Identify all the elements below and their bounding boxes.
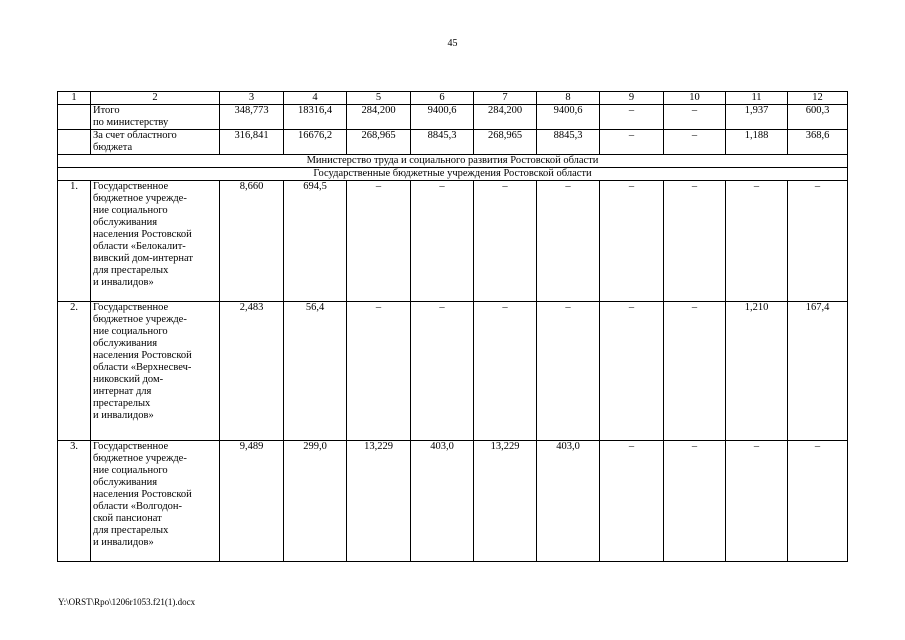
row-index <box>58 130 91 155</box>
row-name-line: области «Верхнесвеч- <box>93 362 192 373</box>
value-cell: – <box>600 130 664 155</box>
row-name-line: Государственное <box>93 302 169 313</box>
value-cell: – <box>788 441 848 562</box>
value-cell: 299,0 <box>284 441 347 562</box>
section-title-row <box>58 168 848 181</box>
value-cell: 348,773 <box>220 105 284 130</box>
row-name-line: Государственное <box>93 181 169 192</box>
value-cell: 1,937 <box>726 105 788 130</box>
row-name-line: Государственное <box>93 441 169 452</box>
value-cell: 8845,3 <box>411 130 474 155</box>
summary-row <box>58 105 848 130</box>
value-cell: – <box>537 181 600 302</box>
value-cell: 13,229 <box>474 441 537 562</box>
value-cell: – <box>664 130 726 155</box>
row-name <box>91 130 220 155</box>
row-name-line: населения Ростовской <box>93 350 192 361</box>
row-index <box>58 105 91 130</box>
value-cell: – <box>347 181 411 302</box>
value-cell: – <box>664 441 726 562</box>
value-cell: – <box>411 302 474 441</box>
row-name-line: области «Волгодон- <box>93 501 183 512</box>
value-cell: 403,0 <box>537 441 600 562</box>
value-cell: – <box>600 302 664 441</box>
row-name-line: интернат для <box>93 386 152 397</box>
section-title: Министерство труда и социального развития Ростовской области <box>58 155 848 168</box>
column-header: 2 <box>91 92 220 105</box>
value-cell: 2,483 <box>220 302 284 441</box>
value-cell: – <box>411 181 474 302</box>
row-index: 1. <box>58 181 91 302</box>
value-cell: 694,5 <box>284 181 347 302</box>
row-name-line: Итого <box>93 105 120 116</box>
value-cell: – <box>600 105 664 130</box>
row-name-line: и инвалидов» <box>93 537 154 548</box>
page-number: 45 <box>447 38 458 49</box>
column-header: 1 <box>58 92 91 105</box>
value-cell: – <box>664 105 726 130</box>
value-cell: 18316,4 <box>284 105 347 130</box>
institution-row <box>58 302 848 441</box>
value-cell: 284,200 <box>474 105 537 130</box>
row-name <box>91 181 220 302</box>
row-index: 2. <box>58 302 91 441</box>
value-cell: 368,6 <box>788 130 848 155</box>
row-name <box>91 302 220 441</box>
institution-row <box>58 181 848 302</box>
value-cell: – <box>600 181 664 302</box>
column-header: 5 <box>347 92 411 105</box>
value-cell: 9,489 <box>220 441 284 562</box>
value-cell: – <box>474 181 537 302</box>
budget-table <box>57 91 848 562</box>
summary-row <box>58 130 848 155</box>
value-cell: – <box>600 441 664 562</box>
column-header: 4 <box>284 92 347 105</box>
value-cell: 284,200 <box>347 105 411 130</box>
row-name-line: вивский дом-интернат <box>93 253 193 264</box>
row-name-line: ние социального <box>93 326 168 337</box>
row-name-line: ние социального <box>93 465 168 476</box>
value-cell: 8845,3 <box>537 130 600 155</box>
value-cell: 403,0 <box>411 441 474 562</box>
value-cell: 9400,6 <box>411 105 474 130</box>
value-cell: – <box>347 302 411 441</box>
column-header: 10 <box>664 92 726 105</box>
row-name-line: и инвалидов» <box>93 277 154 288</box>
value-cell: – <box>788 181 848 302</box>
row-name-line: бюджетное учрежде- <box>93 193 187 204</box>
column-header: 12 <box>788 92 848 105</box>
row-name-line: бюджета <box>93 142 133 153</box>
row-name-line: обслуживания <box>93 477 158 488</box>
row-name-line: и инвалидов» <box>93 410 154 421</box>
row-name-line: никовский дом- <box>93 374 164 385</box>
value-cell: 56,4 <box>284 302 347 441</box>
column-header: 7 <box>474 92 537 105</box>
value-cell: – <box>664 181 726 302</box>
column-header: 3 <box>220 92 284 105</box>
row-name-line: населения Ростовской <box>93 229 192 240</box>
section-title-row <box>58 155 848 168</box>
value-cell: 316,841 <box>220 130 284 155</box>
row-name-line: для престарелых <box>93 265 169 276</box>
section-title: Государственные бюджетные учреждения Ростовской области <box>58 168 848 181</box>
value-cell: – <box>474 302 537 441</box>
value-cell: 13,229 <box>347 441 411 562</box>
column-header: 6 <box>411 92 474 105</box>
row-name-line: ской пансионат <box>93 513 162 524</box>
value-cell: 1,210 <box>726 302 788 441</box>
row-name-line: по министерству <box>93 117 169 128</box>
value-cell: 9400,6 <box>537 105 600 130</box>
row-name-line: За счет областного <box>93 130 177 141</box>
row-name-line: для престарелых <box>93 525 169 536</box>
column-header: 8 <box>537 92 600 105</box>
institution-row <box>58 441 848 562</box>
value-cell: 268,965 <box>347 130 411 155</box>
column-header: 11 <box>726 92 788 105</box>
row-name-line: области «Белокалит- <box>93 241 186 252</box>
row-name <box>91 441 220 562</box>
row-name-line: престарелых <box>93 398 151 409</box>
row-name-line: бюджетное учрежде- <box>93 314 187 325</box>
file-path-footer: Y:\ORST\Rpo\1206r1053.f21(1).docx <box>58 597 196 607</box>
row-name-line: ние социального <box>93 205 168 216</box>
value-cell: 8,660 <box>220 181 284 302</box>
row-name-line: обслуживания <box>93 217 158 228</box>
row-name-line: населения Ростовской <box>93 489 192 500</box>
row-name-line: обслуживания <box>93 338 158 349</box>
row-name <box>91 105 220 130</box>
value-cell: – <box>726 181 788 302</box>
table-header-row <box>58 92 848 105</box>
column-header: 9 <box>600 92 664 105</box>
row-name-line: бюджетное учрежде- <box>93 453 187 464</box>
value-cell: – <box>537 302 600 441</box>
value-cell: 1,188 <box>726 130 788 155</box>
value-cell: 268,965 <box>474 130 537 155</box>
value-cell: 167,4 <box>788 302 848 441</box>
value-cell: – <box>726 441 788 562</box>
value-cell: 600,3 <box>788 105 848 130</box>
value-cell: 16676,2 <box>284 130 347 155</box>
row-index: 3. <box>58 441 91 562</box>
value-cell: – <box>664 302 726 441</box>
